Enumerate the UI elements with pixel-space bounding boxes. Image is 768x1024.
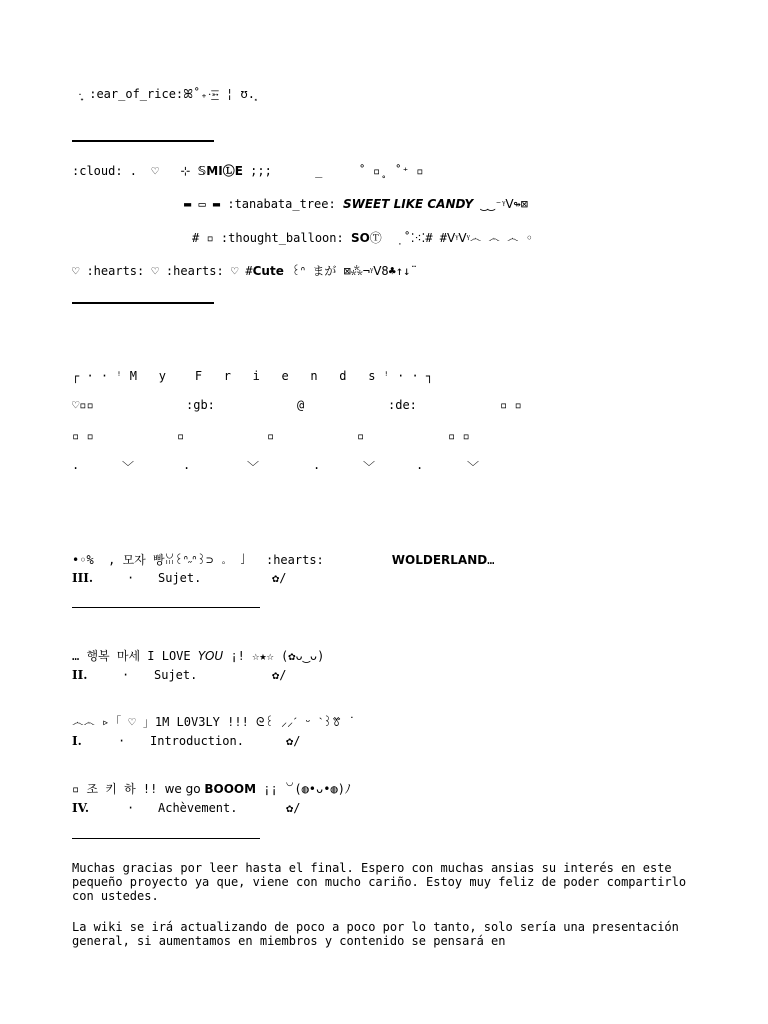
flower-icon: ✿/ <box>272 668 287 682</box>
index-numeral: III. <box>72 571 94 585</box>
friends-cell: ﹀ <box>247 460 260 474</box>
friends-cell: . <box>183 458 191 472</box>
friends-cell: ▫ ▫ <box>500 398 522 412</box>
index-numeral: II. <box>72 668 88 682</box>
index-label: Sujet. <box>154 668 198 682</box>
thin-divider-1 <box>72 607 260 608</box>
friends-cell: ▫ ▫ <box>72 429 94 443</box>
friends-cell: ﹀ <box>363 460 376 474</box>
section-deco: ▫ 조 키 하 !! we go BOOOM ¡¡ ꒡(◍•ᴗ•◍)ﾉ <box>72 782 351 796</box>
friends-cell: ♡▫▫ <box>72 398 94 412</box>
header-deco-line: ·̩͙ :ear_of_rice:ꕤ˚₊·͟͟͞͞➳ ¦ ʊ.⸼ <box>78 87 258 101</box>
friends-cell: . <box>416 458 424 472</box>
deco-line-hearts: ♡ :hearts: ♡ :hearts: ♡ #Cute ꒰ᐢ まが ⊠⁂¬ᵞᐯ8♣↑↓¨ <box>72 264 418 278</box>
index-numeral: IV. <box>72 801 90 815</box>
index-dot: · <box>122 668 130 682</box>
flower-icon: ✿/ <box>272 571 287 585</box>
friends-cell: @ <box>297 398 305 412</box>
deco-line-cloud: :cloud: . ♡ ⊹ 𝕊MIⓁE ;;; _ ˚ ▫˳ ˚⁺ ▫ <box>72 164 424 178</box>
friends-cell: ▫ <box>177 429 185 443</box>
friends-title: ┌ · · ꜝ M y F r i e n d s ꜝ · · ┐ <box>72 369 434 383</box>
index-dot: · <box>127 571 135 585</box>
closing-paragraph-2: La wiki se irá actualizando de poco a poco por lo tanto, solo sería una presentación general, si aumentamos en miembros y contenido se pensará en <box>72 920 679 948</box>
friends-cell: ﹀ <box>122 460 135 474</box>
flower-icon: ✿/ <box>286 734 301 748</box>
deco-line-tanabata: ▬ ▭ ▬ :tanabata_tree: SWEET LIKE CANDY ‿‿⁻ᵞᐯ↬⊠ <box>184 197 528 211</box>
index-dot: · <box>127 801 135 815</box>
friends-cell: ▫ ▫ <box>448 429 470 443</box>
friends-cell: . <box>313 458 321 472</box>
index-label: Achèvement. <box>158 801 238 815</box>
index-label: Sujet. <box>158 571 202 585</box>
friends-cell: :gb: <box>186 398 215 412</box>
thick-divider-bottom <box>72 302 214 304</box>
flower-icon: ✿/ <box>286 801 301 815</box>
friends-cell: ﹀ <box>467 460 480 474</box>
deco-line-thought: # ▫ :thought_balloon: SOⓉ ̣ ˚⁚⁖⁚# #ᐯᵞᐯᵞ෴ ෴ ෴ ◦ <box>192 231 533 245</box>
friends-cell: :de: <box>388 398 417 412</box>
friends-cell: ▫ <box>267 429 275 443</box>
section-deco: ෴෴ ▹「 ♡ 」1M L0V3LY !!! ᘓ꒰ ⸝⸝ˊ ᵕ ˋ꒱ꔢ ˙ <box>72 715 356 729</box>
thin-divider-2 <box>72 838 260 839</box>
section-deco: … 행복 마세 I LOVE YOU ¡! ☆★☆ (✿ᴗ‿ᴗ) <box>72 649 325 663</box>
section-deco: •◦% , 모자 빵ꈍ꒰ᐢ˶ᐢ꒱⊃ ｡ ｣ :hearts: WOLDERLAND… <box>72 553 495 567</box>
closing-paragraph-1: Muchas gracias por leer hasta el final. Espero con muchas ansias su interés en este pequeño proyecto ya que, viene con mucho cariño. Estoy muy feliz de poder compartirlo con ustedes. <box>72 861 687 903</box>
thick-divider-top <box>72 140 214 142</box>
index-numeral: I. <box>72 734 82 748</box>
friends-cell: . <box>72 458 80 472</box>
index-label: Introduction. <box>150 734 244 748</box>
friends-cell: ▫ <box>357 429 365 443</box>
index-dot: · <box>118 734 126 748</box>
